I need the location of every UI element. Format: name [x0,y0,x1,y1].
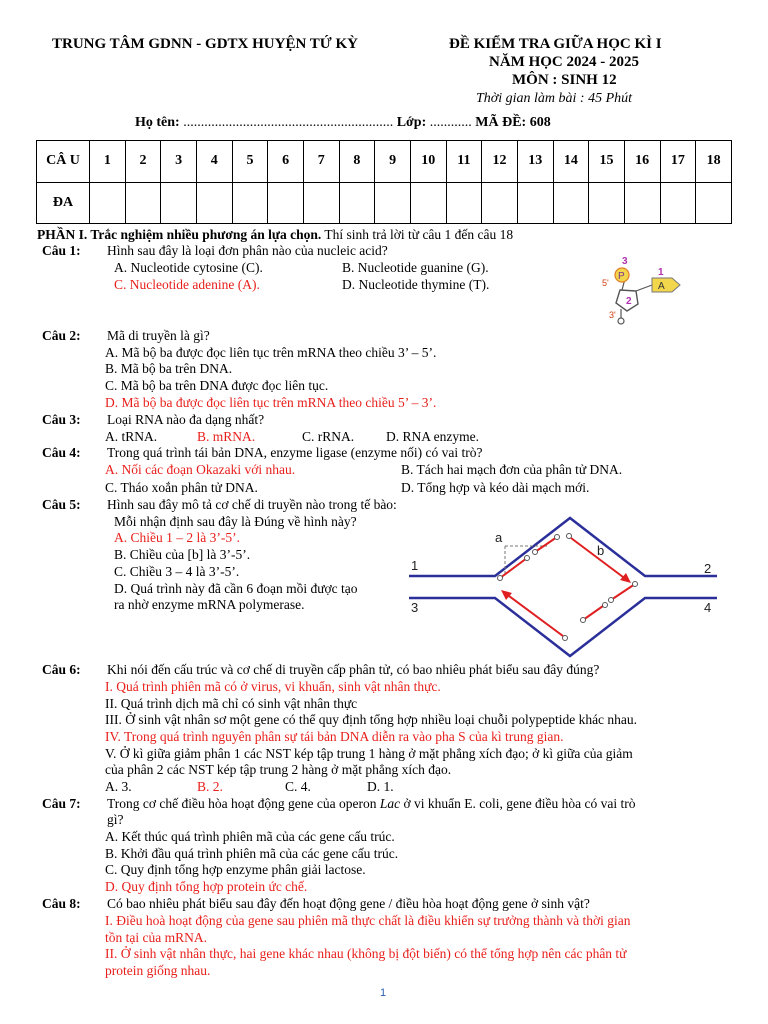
q8-label: Câu 8: [42,896,81,911]
table-cell: 13 [517,141,553,183]
answer-table [36,140,732,224]
answer-cell[interactable] [268,182,304,224]
label-b: b [597,543,605,558]
answer-cell[interactable] [196,182,232,224]
answer-cell[interactable] [375,182,411,224]
q3-label: Câu 3: [42,412,81,427]
q5-option-c[interactable]: C. Chiều 3 – 4 là 3’-5’. [114,564,240,579]
answer-cell[interactable] [90,182,126,224]
answer-cell[interactable] [125,182,161,224]
nucleotide-figure [596,254,688,328]
name-label: Họ tên: [135,115,180,130]
q7-operon-name: Lac [379,796,401,811]
q6-statement-5-cont: của phân 2 các NST kép tập trung 2 hàng ở mặt phẳng xích đạo. [105,762,452,777]
table-cell: 9 [375,141,411,183]
q1-option-a[interactable]: A. Nucleotide cytosine (C). [114,260,263,275]
part1-heading [37,227,513,243]
answer-cell[interactable] [161,182,197,224]
part1-title: PHẦN I. Trắc nghiệm nhiều phương án lựa chọn. [37,227,322,242]
q2-option-c[interactable]: C. Mã bộ ba trên DNA được đọc liên tục. [105,378,329,393]
table-cell: 2 [125,141,161,183]
answer-cell[interactable] [482,182,518,224]
q5-subtext: Mỗi nhận định sau đây là Đúng về hình này? [114,514,357,529]
q1-option-b[interactable]: B. Nucleotide guanine (G). [342,260,489,275]
q5-option-a[interactable]: A. Chiều 1 – 2 là 3’-5’. [114,530,240,545]
subject: MÔN : SINH 12 [512,72,617,88]
q3-option-c[interactable]: C. rRNA. [302,429,355,444]
answer-cell[interactable] [553,182,589,224]
student-info-line [135,115,551,131]
q2-text: Mã di truyền là gì? [107,328,210,343]
q4-option-d[interactable]: D. Tổng hợp và kéo dài mạch mới. [401,480,590,495]
q4-option-a[interactable]: A. Nối các đoạn Okazaki với nhau. [105,462,296,477]
arrow-head [501,590,512,600]
hydroxyl-group [618,318,624,324]
q5-option-b[interactable]: B. Chiều của [b] là 3’-5’. [114,547,251,562]
phosphate-p-label: P [618,271,625,282]
answer-cell[interactable] [696,182,732,224]
q7-text-pre: Trong cơ chế điều hòa hoạt động gene của operon [107,796,380,811]
q1-option-d[interactable]: D. Nucleotide thymine (T). [342,277,490,292]
school-year: NĂM HỌC 2024 - 2025 [489,54,639,70]
primer-dot [533,550,538,555]
table-cell: 8 [339,141,375,183]
answer-cell[interactable] [446,182,482,224]
q7-option-a[interactable]: A. Kết thúc quá trình phiên mã của các gene cấu trúc. [105,829,395,844]
q7-option-b[interactable]: B. Khởi đầu quá trình phiên mã của các gene cấu trúc. [105,846,399,861]
primer-dot [581,618,586,623]
q7-text-2: gì? [107,812,124,827]
base-a-label: A [658,281,665,292]
q5-text: Hình sau đây mô tả cơ chế di truyền nào trong tế bào: [107,497,397,512]
q5-option-d-cont: ra nhờ enzyme mRNA polymerase. [114,597,305,612]
okazaki-segment [611,584,635,600]
q2-option-d[interactable]: D. Mã bộ ba được đọc liên tục trên mRNA theo chiều 5’ – 3’. [105,395,437,410]
q8-statement-1: I. Điều hoà hoạt động của gene sau phiên mã thực chất là điều khiển sự trưởng thành và thời gian [105,913,631,928]
q3-text: Loại RNA nào đa dạng nhất? [107,412,265,427]
replication-fork-figure [405,510,723,662]
question-number-row [37,141,732,183]
q8-statement-2-cont: protein giống nhau. [105,963,211,978]
base-shape [652,278,680,292]
part1-instruction: Thí sinh trả lời từ câu 1 đến câu 18 [321,227,514,242]
q6-statement-5: V. Ở kì giữa giảm phân 1 các NST kép tập trung 1 hàng ở mặt phẳng xích đạo; ở kì giữa của giảm [105,746,633,761]
primer-dot [498,576,503,581]
answer-cell[interactable] [232,182,268,224]
table-cell: 4 [196,141,232,183]
answer-cell[interactable] [303,182,339,224]
primer-dot [633,582,638,587]
table-cell: 12 [482,141,518,183]
q4-label: Câu 4: [42,445,81,460]
q7-label: Câu 7: [42,796,81,811]
class-field[interactable]: ............ [426,115,472,130]
answer-cell[interactable] [517,182,553,224]
q7-option-d[interactable]: D. Quy định tổng hợp protein ức chế. [105,879,308,894]
figure-num-2: 2 [626,296,632,307]
class-label: Lớp: [396,115,427,130]
q1-label: Câu 1: [42,243,81,258]
primer-dot [555,535,560,540]
label-3: 3 [411,600,419,615]
label-a: a [495,530,503,545]
answer-cell[interactable] [660,182,696,224]
table-cell: 18 [696,141,732,183]
primer-dot [603,603,608,608]
answer-cell[interactable] [410,182,446,224]
okazaki-segment [535,537,557,552]
q6-statement-4: IV. Trong quá trình nguyên phân sự tái bản DNA diễn ra vào pha S của kì trung gian. [105,729,564,744]
figure-num-1: 1 [658,267,664,278]
q3-option-a[interactable]: A. tRNA. [105,429,158,444]
row-label-da: ĐA [37,182,90,224]
table-cell: 5 [232,141,268,183]
q2-option-a[interactable]: A. Mã bộ ba được đọc liên tục trên mRNA theo chiều 3’ – 5’. [105,345,437,360]
primer-dot [563,636,568,641]
five-prime-label: 5' [602,278,609,288]
primer-dot [567,534,572,539]
q6-option-a[interactable]: A. 3. [105,779,132,794]
q2-label: Câu 2: [42,328,81,343]
q8-statement-2: II. Ở sinh vật nhân thực, hai gene khác nhau (không bị đột biến) có thể tổng hợp nên các phân tử [105,946,627,961]
duration: Thời gian làm bài : 45 Phút [476,91,633,106]
q3-option-d[interactable]: D. RNA enzyme. [386,429,479,444]
okazaki-segment [583,606,603,620]
q3-option-b[interactable]: B. mRNA. [197,429,256,444]
q4-text: Trong quá trình tái bản DNA, enzyme ligase (enzyme nối) có vai trò? [107,445,483,460]
primer-dot [525,556,530,561]
q6-label: Câu 6: [42,662,81,677]
answer-cell[interactable] [589,182,625,224]
q6-statement-1: I. Quá trình phiên mã có ở virus, vi khuẩn, sinh vật nhân thực. [105,679,441,694]
q7-text [107,796,636,812]
label-1: 1 [411,558,419,573]
table-cell: 7 [303,141,339,183]
q8-statement-1-cont: tồn tại của mRNA. [105,930,207,945]
q6-option-b[interactable]: B. 2. [197,779,223,794]
table-cell: 16 [624,141,660,183]
table-cell: 1 [90,141,126,183]
label-2: 2 [704,561,712,576]
q4-option-c[interactable]: C. Tháo xoắn phân tử DNA. [105,480,258,495]
q2-option-b[interactable]: B. Mã bộ ba trên DNA. [105,361,233,376]
q6-option-c[interactable]: C. 4. [285,779,311,794]
answer-cell[interactable] [339,182,375,224]
answer-cell[interactable] [624,182,660,224]
table-cell: 15 [589,141,625,183]
q1-option-c[interactable]: C. Nucleotide adenine (A). [114,277,260,292]
table-cell: 11 [446,141,482,183]
three-prime-label: 3' [609,310,616,320]
table-cell: 6 [268,141,304,183]
lower-strand [409,598,717,656]
table-cell: 10 [410,141,446,183]
q5-option-d[interactable]: D. Quá trình này đã cần 6 đoạn mồi được tạo [114,581,358,596]
upper-strand [409,518,717,576]
q1-text: Hình sau đây là loại đơn phân nào của nucleic acid? [107,243,388,258]
q6-text: Khi nói đến cấu trúc và cơ chế di truyền cấp phân tử, có bao nhiêu phát biểu sau đây đúng? [107,662,600,677]
q6-option-d[interactable]: D. 1. [367,779,394,794]
exam-code: MÃ ĐỀ: 608 [475,115,551,130]
q4-option-b[interactable]: B. Tách hai mạch đơn của phân tử DNA. [401,462,623,477]
q8-text: Có bao nhiêu phát biểu sau đây đến hoạt động gene / điều hòa hoạt động gene ở sinh vật? [107,896,590,911]
label-4: 4 [704,600,712,615]
sugar-base-bond [636,285,652,291]
school-name: TRUNG TÂM GDNN - GDTX HUYỆN TỨ KỲ [52,36,358,52]
q6-statement-3: III. Ở sinh vật nhân sơ một gene có thể quy định tổng hợp nhiều loại chuỗi polypeptide khác nhau. [105,712,638,727]
exam-title: ĐỀ KIỂM TRA GIỮA HỌC KÌ I [449,36,662,52]
q7-option-c[interactable]: C. Quy định tổng hợp enzyme phân giải lactose. [105,862,366,877]
table-cell: 3 [161,141,197,183]
primer-dot [609,598,614,603]
table-cell: 17 [660,141,696,183]
page-number: 1 [380,987,387,999]
arrow-head [620,573,631,583]
figure-num-3: 3 [622,256,628,267]
row-label-cau: CÂ U [37,141,90,183]
name-field[interactable]: ............................................................ [179,115,394,130]
q5-label: Câu 5: [42,497,81,512]
q7-text-post: ở vi khuẩn E. coli, gene điều hòa có vai trò [400,796,636,811]
q6-statement-2: II. Quá trình dịch mã chỉ có sinh vật nhân thực [105,696,358,711]
answer-row [37,182,732,224]
table-cell: 14 [553,141,589,183]
